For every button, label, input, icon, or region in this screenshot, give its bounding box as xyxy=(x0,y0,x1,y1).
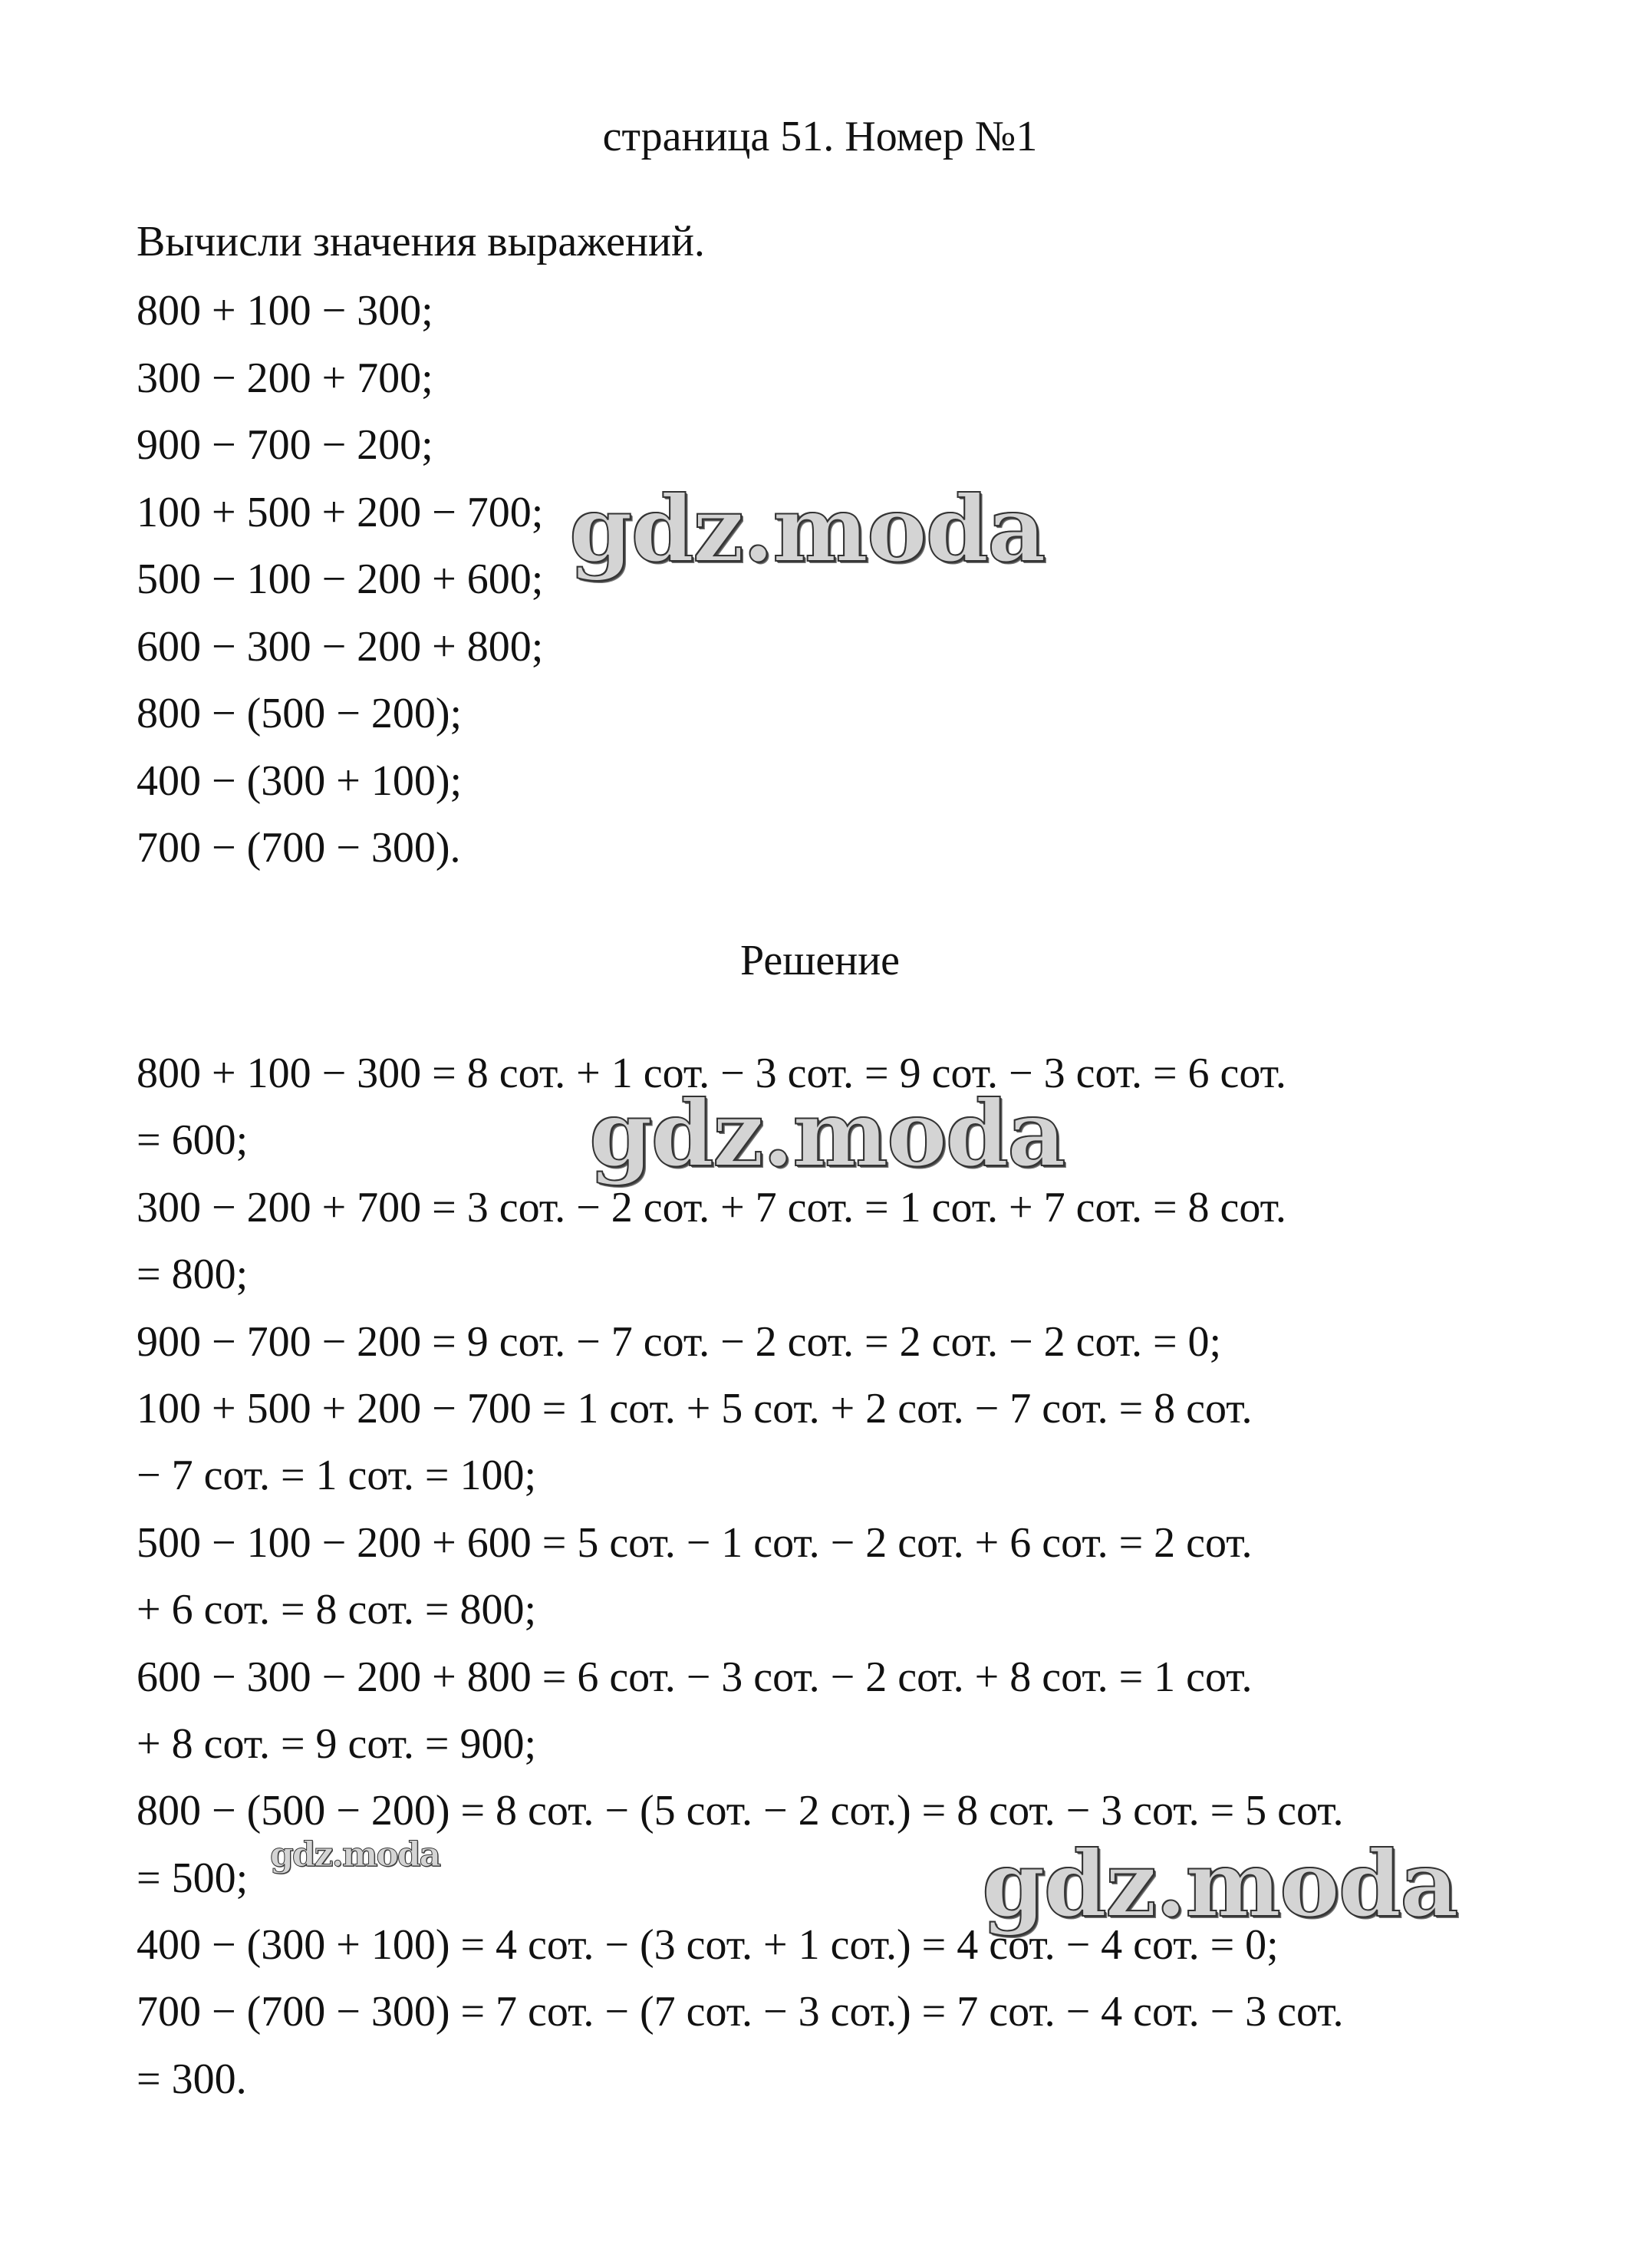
expression-item: 100 + 500 + 200 − 700; xyxy=(137,488,544,536)
solution-line: 300 − 200 + 700 = 3 сот. − 2 сот. + 7 сот. = 1 сот. + 7 сот. = 8 сот. xyxy=(137,1183,1286,1231)
watermark: gdz.moda xyxy=(270,1835,440,1874)
solution-line: + 8 сот. = 9 сот. = 900; xyxy=(137,1719,537,1768)
solution-line: 900 − 700 − 200 = 9 сот. − 7 сот. − 2 сот. = 2 сот. − 2 сот. = 0; xyxy=(137,1317,1222,1366)
task-prompt: Вычисли значения выражений. xyxy=(137,218,705,265)
watermark: gdz.moda xyxy=(589,1080,1065,1187)
solution-line: 100 + 500 + 200 − 700 = 1 сот. + 5 сот. + 2 сот. − 7 сот. = 8 сот. xyxy=(137,1384,1253,1432)
solution-item xyxy=(137,1040,1344,1175)
solution-line: + 6 сот. = 8 сот. = 800; xyxy=(137,1586,537,1634)
solution-item xyxy=(137,1309,1344,1376)
expression-item: 900 − 700 − 200; xyxy=(137,421,433,469)
solution-line: − 7 сот. = 1 сот. = 100; xyxy=(137,1452,537,1500)
solution-line: = 800; xyxy=(137,1251,249,1299)
expression-item: 800 − (500 − 200); xyxy=(137,690,463,737)
expression-item: 800 + 100 − 300; xyxy=(137,287,433,335)
expression-list xyxy=(137,278,543,882)
expression-item: 700 − (700 − 300). xyxy=(137,824,461,872)
watermark: gdz.moda xyxy=(982,1831,1457,1937)
expression-item: 300 − 200 + 700; xyxy=(137,354,433,402)
solution-item xyxy=(137,1175,1344,1309)
solution-item xyxy=(137,1510,1344,1644)
watermark: gdz.moda xyxy=(569,476,1045,582)
solution-line: 700 − (700 − 300) = 7 сот. − (7 сот. − 3 сот.) = 7 сот. − 4 сот. − 3 сот. xyxy=(137,1988,1344,2036)
solution-line: 400 − (300 + 100) = 4 сот. − (3 сот. + 1 сот.) = 4 сот. − 4 сот. = 0; xyxy=(137,1921,1279,1970)
page-title: страница 51. Номер №1 xyxy=(602,113,1038,160)
solution-item xyxy=(137,1979,1344,2113)
solution-line: 500 − 100 − 200 + 600 = 5 сот. − 1 сот. − 2 сот. + 6 сот. = 2 сот. xyxy=(137,1518,1253,1567)
solution-line: = 600; xyxy=(137,1116,249,1165)
expression-item: 500 − 100 − 200 + 600; xyxy=(137,555,544,603)
solution-line: = 500; xyxy=(137,1854,249,1902)
expression-item: 600 − 300 − 200 + 800; xyxy=(137,622,544,671)
solution-item xyxy=(137,1778,1344,1912)
solution-item xyxy=(137,1376,1344,1510)
solution-heading: Решение xyxy=(739,937,901,984)
solution-item xyxy=(137,1912,1344,1979)
solution-list xyxy=(137,1040,1344,2113)
solution-line: 800 + 100 − 300 = 8 сот. + 1 сот. − 3 сот. = 9 сот. − 3 сот. = 6 сот. xyxy=(137,1050,1286,1097)
solution-item xyxy=(137,1644,1344,1778)
solution-line: 600 − 300 − 200 + 800 = 6 сот. − 3 сот. − 2 сот. + 8 сот. = 1 сот. xyxy=(137,1653,1253,1701)
solution-line: 800 − (500 − 200) = 8 сот. − (5 сот. − 2 сот.) = 8 сот. − 3 сот. = 5 сот. xyxy=(137,1787,1344,1835)
solution-line: = 300. xyxy=(137,2055,247,2103)
expression-item: 400 − (300 + 100); xyxy=(137,757,463,805)
